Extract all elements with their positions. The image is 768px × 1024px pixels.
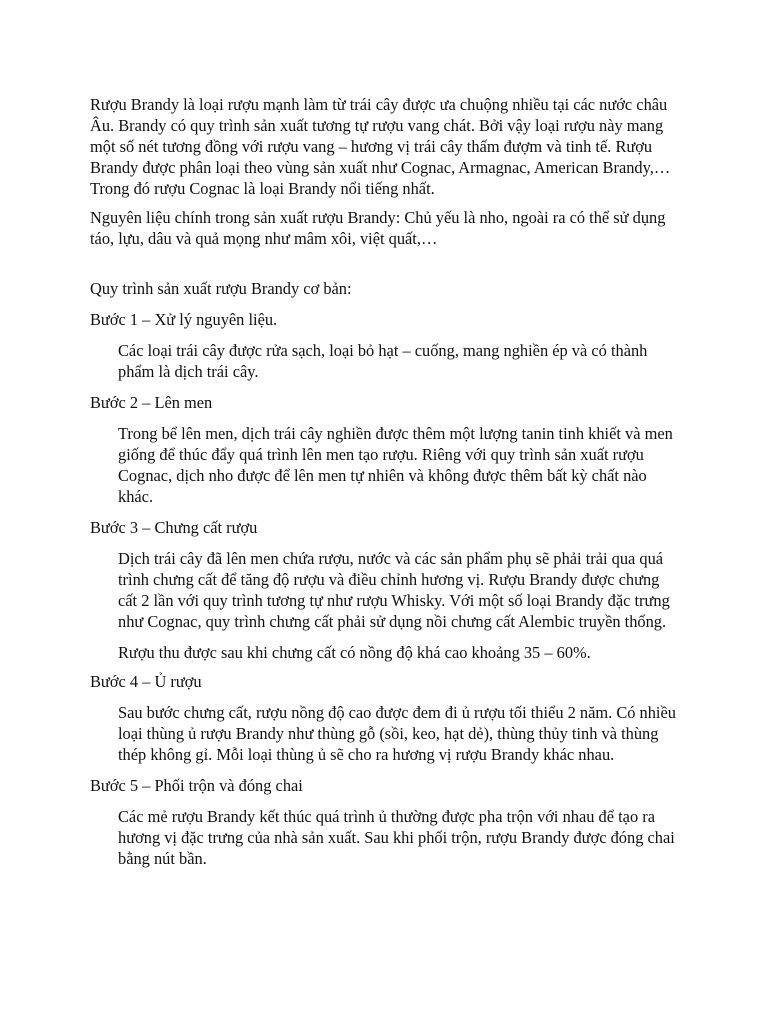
step-body: Các loại trái cây được rửa sạch, loại bỏ hạt – cuống, mang nghiền ép và có thành phẩm là dịch trái cây. [118, 341, 648, 381]
process-heading: Quy trình sản xuất rượu Brandy cơ bản: [90, 279, 352, 298]
step-title: Bước 3 – Chưng cất rượu [90, 518, 258, 537]
ingredients-paragraph: Nguyên liệu chính trong sản xuất rượu Brandy: Chủ yếu là nho, ngoài ra có thể sử dụng táo, lựu, dâu và quả mọng như mâm xôi, việt quất,… [90, 208, 666, 248]
intro-paragraph: Rượu Brandy là loại rượu mạnh làm từ trái cây được ưa chuộng nhiều tại các nước châu Âu. Brandy có quy trình sản xuất tương tự rượu vang chát. Bởi vậy loại rượu này mang một số nét tương đồng với rượu vang – hương vị trái cây thấm đượm và tinh tế. Rượu Brandy được phân loại theo vùng sản xuất như Cognac, Armagnac, American Brandy,… Trong đó rượu Cognac là loại Brandy nổi tiếng nhất. [90, 95, 671, 198]
step-body: Trong bể lên men, dịch trái cây nghiền được thêm một lượng tanin tinh khiết và men giống để thúc đẩy quá trình lên men tạo rượu. Riêng với quy trình sản xuất rượu Cognac, dịch nho được để lên men tự nhiên và không được thêm bất kỳ chất nào khác. [118, 424, 673, 506]
document-page [90, 94, 680, 879]
step-title: Bước 4 – Ủ rượu [90, 672, 202, 691]
step-title: Bước 2 – Lên men [90, 393, 213, 412]
step-body: Các mẻ rượu Brandy kết thúc quá trình ủ thường được pha trộn với nhau để tạo ra hương vị đặc trưng của nhà sản xuất. Sau khi phối trộn, rượu Brandy được đóng chai bằng nút bần. [118, 807, 675, 868]
step-body: Dịch trái cây đã lên men chứa rượu, nước và các sản phẩm phụ sẽ phải trải qua quá trình chưng cất để tăng độ rượu và điều chỉnh hương vị. Rượu Brandy được chưng cất 2 lần với quy trình tương tự như rượu Whisky. Với một số loại Brandy đặc trưng như Cognac, quy trình chưng cất phải sử dụng nồi chưng cất Alembic truyền thống. [118, 549, 670, 631]
step-body: Sau bước chưng cất, rượu nồng độ cao được đem đi ủ rượu tối thiểu 2 năm. Có nhiều loại thùng ủ rượu Brandy như thùng gỗ (sồi, keo, hạt dẻ), thùng thủy tinh và thùng thép không gỉ. Mỗi loại thùng ủ sẽ cho ra hương vị rượu Brandy khác nhau. [118, 703, 676, 764]
step-title: Bước 5 – Phối trộn và đóng chai [90, 776, 303, 795]
step-title: Bước 1 – Xử lý nguyên liệu. [90, 310, 278, 329]
step-body-note: Rượu thu được sau khi chưng cất có nồng độ khá cao khoảng 35 – 60%. [118, 643, 591, 662]
